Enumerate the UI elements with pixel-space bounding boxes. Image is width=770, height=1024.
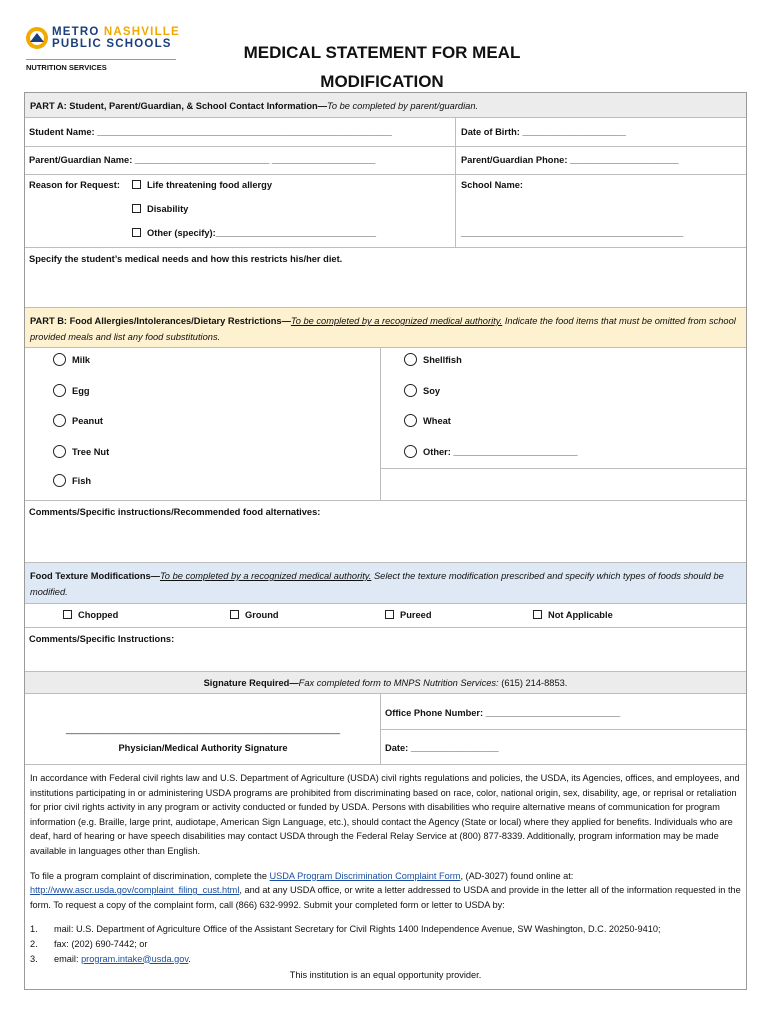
checkbox-icon[interactable] [230,610,239,619]
reason-life-threatening[interactable]: Life threatening food allergy [132,180,272,190]
list-item: 2. fax: (202) 690-7442; or [30,938,148,949]
notice-paragraph-1: In accordance with Federal civil rights law and U.S. Department of Agriculture (USDA) civil rights regulations and policies, the USDA, its Agencies, offices, and employees, and institutions participating in or administering USDA programs are prohibited from discriminating based on race, color, national origin, sex, disability, age, or reprisal or retaliation for prior civil rights activity in any program or activity conducted or funded by USDA. Persons with disabilities who require alternative means of communication for program information (e.g. Braille, large print, audiotape, American Sign Language, etc.), should contact the Agency (State or local) where they applied for benefits. Individuals who are deaf, hard of hearing or have speech disabilities may contact USDA through the Federal Relay Service at (800) 877-8339. Additionally, program information may be made available in languages other than English. [30,773,740,856]
office-phone-field[interactable]: Office Phone Number: __________________________ [385,708,621,718]
reason-label: Reason for Request: [29,180,120,190]
allergy-milk[interactable]: Milk [53,353,90,366]
list-item: 1. mail: U.S. Department of Agriculture Office of the Assistant Secretary for Civil Rights 1400 Independence Avenue, SW Washington, D.C. 20250-9410; [30,924,661,935]
mnps-logo-icon [26,27,48,49]
texture-header: Food Texture Modifications—To be completed by a recognized medical authority. Select the texture modification prescribed and specify which types of foods should be modified. [25,563,746,604]
complaint-form-link[interactable]: USDA Program Discrimination Complaint Form [269,870,461,881]
medical-form [24,92,747,990]
allergy-shellfish[interactable]: Shellfish [404,353,462,366]
checkbox-icon[interactable] [132,180,141,189]
radio-icon[interactable] [404,384,417,397]
checkbox-icon[interactable] [385,610,394,619]
texture-options [25,604,746,628]
texture-comments-row[interactable] [25,628,746,672]
logo-wordmark: METRO NASHVILLE PUBLIC SCHOOLS [52,26,180,50]
signature-label: Physician/Medical Authority Signature [118,743,288,753]
reason-other[interactable]: Other (specify):_______________________________ [132,228,376,238]
allergy-peanut[interactable]: Peanut [53,414,103,427]
date-field[interactable]: Date: _________________ [385,743,499,753]
parent-phone-field[interactable]: Parent/Guardian Phone: _____________________ [461,155,679,165]
radio-icon[interactable] [404,353,417,366]
parent-row [25,147,746,175]
student-name-row [25,118,746,147]
equal-opportunity-footer: This institution is an equal opportunity provider. [289,970,482,981]
allergy-tree-nut[interactable]: Tree Nut [53,445,109,458]
signature-line[interactable]: _____________________________________________________ [65,724,341,734]
allergy-egg[interactable]: Egg [53,384,90,397]
radio-icon[interactable] [404,414,417,427]
logo-subtitle: NUTRITION SERVICES [26,59,176,72]
allergy-other[interactable]: Other: ________________________ [404,445,578,458]
school-name-field[interactable]: ___________________________________________ [461,228,684,238]
texture-comments-label: Comments/Specific Instructions: [29,634,175,644]
checkbox-icon[interactable] [533,610,542,619]
reason-row [25,175,746,248]
texture-not-applicable[interactable]: Not Applicable [533,610,613,620]
checkbox-icon[interactable] [132,228,141,237]
radio-icon[interactable] [53,414,66,427]
part-b-header: PART B: Food Allergies/Intolerances/Dietary Restrictions—To be completed by a recognized medical authority. Indicate the food items that must be omitted from school provided meals and list any food substitutions. [25,308,746,348]
student-name-field[interactable]: Student Name: _________________________________________________________ [29,127,392,137]
email-link[interactable]: program.intake@usda.gov [81,953,189,964]
allergy-wheat[interactable]: Wheat [404,414,451,427]
nondiscrimination-notice [25,765,746,989]
medical-needs-label: Specify the student’s medical needs and how this restricts his/her diet. [29,254,343,264]
texture-chopped[interactable]: Chopped [63,610,118,620]
list-item: 3. email: program.intake@usda.gov. [30,953,191,964]
dob-field[interactable]: Date of Birth: ____________________ [461,127,626,137]
complaint-url-link[interactable]: http://www.ascr.usda.gov/complaint_filing_cust.html [30,885,240,896]
submission-list [30,922,741,966]
allergy-comments-row[interactable] [25,501,746,563]
checkbox-icon[interactable] [132,204,141,213]
signature-row [25,694,746,765]
parent-name-field[interactable]: Parent/Guardian Name: __________________________ ____________________ [29,155,376,165]
radio-icon[interactable] [53,445,66,458]
notice-paragraph-2: To file a program complaint of discrimination, complete the USDA Program Discrimination Complaint Form, (AD-3027) found online at: http://www.ascr.usda.gov/complaint_filing_cust.html, and at any USDA office, or write a letter addressed to USDA and provide in the letter all of the information requested in the form. To request a copy of the complaint form, call (866) 632-9992. Submit your completed form or letter to USDA by: [30,870,741,910]
texture-pureed[interactable]: Pureed [385,610,432,620]
texture-ground[interactable]: Ground [230,610,279,620]
medical-needs-row[interactable] [25,248,746,308]
page-title: MEDICAL STATEMENT FOR MEAL MODIFICATION [243,43,521,91]
radio-icon[interactable] [53,384,66,397]
allergy-comments-label: Comments/Specific instructions/Recommended food alternatives: [29,507,321,517]
school-name-label: School Name: [461,180,523,190]
mnps-logo [26,26,186,72]
checkbox-icon[interactable] [63,610,72,619]
allergy-soy[interactable]: Soy [404,384,440,397]
radio-icon[interactable] [53,474,66,487]
radio-icon[interactable] [404,445,417,458]
signature-header: Signature Required—Fax completed form to MNPS Nutrition Services: (615) 214-8853. [25,672,746,694]
allergy-items [25,348,746,501]
reason-disability[interactable]: Disability [132,204,188,214]
part-a-header: PART A: Student, Parent/Guardian, & School Contact Information—To be completed by parent/guardian. [25,93,746,118]
radio-icon[interactable] [53,353,66,366]
allergy-fish[interactable]: Fish [53,474,91,487]
